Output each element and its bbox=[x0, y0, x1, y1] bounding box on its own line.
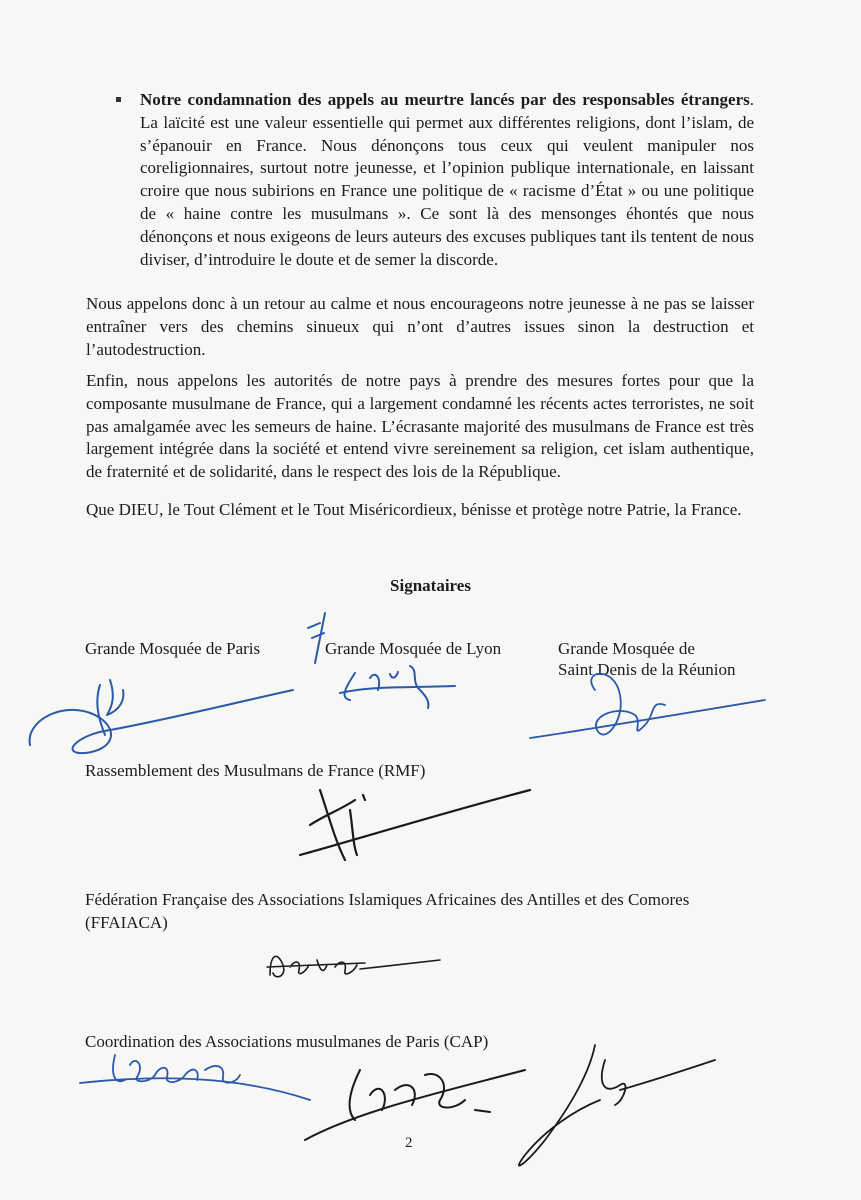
signature-reunion bbox=[525, 660, 770, 760]
signature-lyon bbox=[300, 608, 460, 718]
signature-cap-3 bbox=[505, 1040, 720, 1180]
bullet-marker bbox=[116, 97, 121, 102]
signature-rmf bbox=[295, 780, 535, 870]
paragraph-autorites: Enfin, nous appelons les autorités de notre pays à prendre des mesures fortes pour que la composante musulmane de France, qui a largement condamné les récents actes terroristes, ne soit pas amalgamée avec les semeurs de haine. L’écrasante majorité des musulmans de France est très largement intégrée dans la société et entend vivre sereinement sa religion, cet islam authentique, de fraternité et de solidarité, dans le respect des lois de la République. bbox=[86, 371, 754, 482]
signature-ffaiaca bbox=[265, 945, 445, 985]
signatory-reunion-line1: Grande Mosquée de bbox=[558, 639, 695, 658]
paragraph-priere: Que DIEU, le Tout Clément et le Tout Miséricordieux, bénisse et protège notre Patrie, la France. bbox=[86, 500, 742, 519]
bullet-heading: Notre condamnation des appels au meurtre lancés par des responsables étrangers bbox=[140, 90, 750, 109]
page-number: 2 bbox=[405, 1135, 413, 1151]
signatory-reunion-line2: Saint Denis de la Réunion bbox=[558, 660, 736, 679]
signatory-ffaiaca: Fédération Française des Associations Islamiques Africaines des Antilles et des Comores (FFAIACA) bbox=[85, 890, 690, 932]
bullet-body: . La laïcité est une valeur essentielle qui permet aux différentes religions, dont l’islam, de s’épanouir en France. Nous dénonçons tous ceux qui veulent manipuler nos coreligionnaires, surtout notre jeunesse, et l’opinion publique internationale, en laissant croire que nous subirions en France une politique de « racisme d’État » ou une politique de « haine contre les musulmans ». Ce sont là des mensonges éhontés que nous dénonçons et nous exigeons de leurs auteurs des excuses publiques tant ils tentent de nous diviser, d’introduire le doute et de semer la discorde. bbox=[140, 90, 754, 269]
signature-paris bbox=[25, 660, 300, 760]
signature-cap-1 bbox=[75, 1045, 315, 1115]
signatory-cap: Coordination des Associations musulmanes de Paris (CAP) bbox=[85, 1032, 489, 1051]
signatory-lyon: Grande Mosquée de Lyon bbox=[325, 639, 502, 658]
signatory-rmf: Rassemblement des Musulmans de France (RMF) bbox=[85, 761, 426, 780]
signature-cap-2 bbox=[300, 1050, 530, 1150]
signatory-paris: Grande Mosquée de Paris bbox=[85, 639, 261, 658]
bullet-paragraph bbox=[140, 89, 754, 271]
paragraph-calme: Nous appelons donc à un retour au calme et nous encourageons notre jeunesse à ne pas se laisser entraîner vers des chemins sinueux qui n’ont d’autres issues sinon la destruction et l’autodestruction. bbox=[86, 294, 754, 359]
signatories-heading: Signataires bbox=[390, 576, 471, 595]
